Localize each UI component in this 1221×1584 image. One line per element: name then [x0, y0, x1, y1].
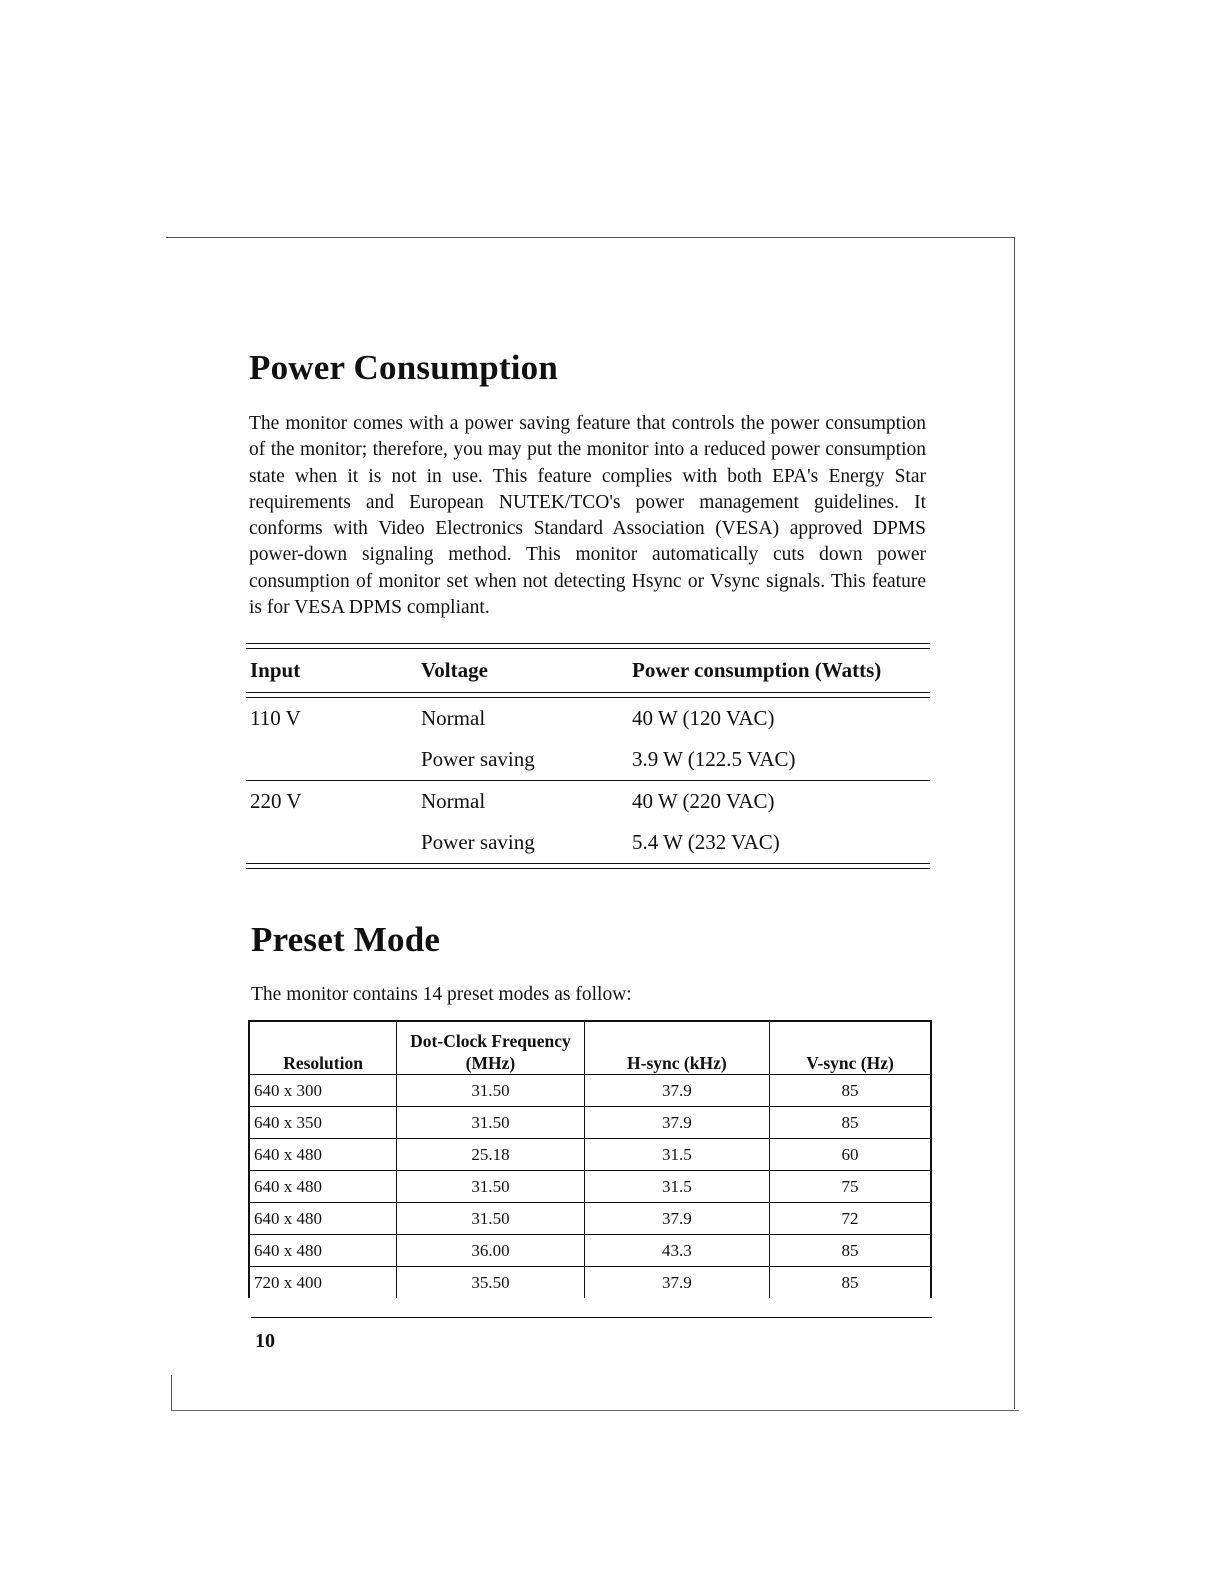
table-row: [246, 698, 930, 739]
dot-clock-cell: 31.50: [397, 1107, 585, 1139]
header-power: Power consumption (Watts): [632, 658, 882, 682]
power-cell: 5.4 W (232 VAC): [632, 830, 780, 854]
hsync-cell: 43.3: [584, 1235, 769, 1267]
page-frame-right: [1014, 237, 1015, 1409]
power-consumption-table: [246, 643, 930, 869]
resolution-cell: 720 x 400: [249, 1267, 397, 1299]
preset-mode-table: [248, 1020, 932, 1298]
vsync-cell: 85: [770, 1107, 931, 1139]
table-row: [249, 1107, 931, 1139]
power-consumption-heading: Power Consumption: [249, 348, 559, 387]
preset-mode-heading: Preset Mode: [251, 920, 441, 959]
header-vsync: V-sync (Hz): [770, 1021, 931, 1075]
hsync-cell: 37.9: [584, 1075, 769, 1107]
header-voltage: Voltage: [421, 658, 488, 682]
table-row: [249, 1075, 931, 1107]
header-input: Input: [250, 658, 301, 682]
page-frame-left: [171, 1375, 172, 1411]
dot-clock-cell: 36.00: [397, 1235, 585, 1267]
resolution-cell: 640 x 480: [249, 1203, 397, 1235]
resolution-cell: 640 x 480: [249, 1235, 397, 1267]
input-cell: 110 V: [250, 706, 301, 730]
resolution-cell: 640 x 350: [249, 1107, 397, 1139]
page-frame-bottom: [171, 1410, 1019, 1411]
table-row: [249, 1235, 931, 1267]
resolution-cell: 640 x 480: [249, 1171, 397, 1203]
dot-clock-cell: 31.50: [397, 1203, 585, 1235]
table-header-row: [249, 1021, 931, 1075]
hsync-cell: 37.9: [584, 1267, 769, 1299]
vsync-cell: 60: [770, 1139, 931, 1171]
table-bottom-rule: [246, 863, 930, 869]
table-row: [246, 739, 930, 780]
power-consumption-paragraph: The monitor comes with a power saving feature that controls the power consumption of the monitor; therefore, you may put the monitor into a reduced power consumption state when it is not in use. This feature complies with both EPA's Energy Star requirements and European NUTEK/TCO's power management guidelines. It conforms with Video Electronics Standard Association (VESA) approved DPMS power-down signaling method. This monitor automatically cuts down power consumption of monitor set when not detecting Hsync or Vsync signals. This feature is for VESA DPMS compliant.: [249, 413, 926, 619]
power-cell: 40 W (120 VAC): [632, 706, 775, 730]
table-row: [246, 781, 930, 822]
hsync-cell: 37.9: [584, 1107, 769, 1139]
page-frame-top: [166, 237, 1014, 238]
dot-clock-cell: 25.18: [397, 1139, 585, 1171]
resolution-cell: 640 x 480: [249, 1139, 397, 1171]
header-dot-clock: Dot-Clock Frequency (MHz): [397, 1021, 585, 1075]
dot-clock-cell: 35.50: [397, 1267, 585, 1299]
vsync-cell: 72: [770, 1203, 931, 1235]
page-number: 10: [255, 1330, 275, 1352]
resolution-cell: 640 x 300: [249, 1075, 397, 1107]
power-cell: 40 W (220 VAC): [632, 789, 775, 813]
dot-clock-cell: 31.50: [397, 1075, 585, 1107]
footer-rule: [251, 1317, 932, 1318]
vsync-cell: 75: [770, 1171, 931, 1203]
preset-mode-intro: The monitor contains 14 preset modes as follow:: [251, 984, 632, 1005]
hsync-cell: 31.5: [584, 1171, 769, 1203]
dot-clock-cell: 31.50: [397, 1171, 585, 1203]
voltage-cell: Power saving: [421, 830, 535, 854]
table-row: [249, 1139, 931, 1171]
input-cell: 220 V: [250, 789, 302, 813]
table-row: [246, 822, 930, 863]
vsync-cell: 85: [770, 1075, 931, 1107]
table-header-row: [246, 649, 930, 692]
table-row: [249, 1267, 931, 1299]
power-cell: 3.9 W (122.5 VAC): [632, 747, 796, 771]
hsync-cell: 31.5: [584, 1139, 769, 1171]
vsync-cell: 85: [770, 1235, 931, 1267]
hsync-cell: 37.9: [584, 1203, 769, 1235]
vsync-cell: 85: [770, 1267, 931, 1299]
voltage-cell: Normal: [421, 789, 486, 813]
voltage-cell: Normal: [421, 706, 486, 730]
table-row: [249, 1171, 931, 1203]
voltage-cell: Power saving: [421, 747, 535, 771]
header-resolution: Resolution: [249, 1021, 397, 1075]
header-hsync: H-sync (kHz): [584, 1021, 769, 1075]
table-row: [249, 1203, 931, 1235]
